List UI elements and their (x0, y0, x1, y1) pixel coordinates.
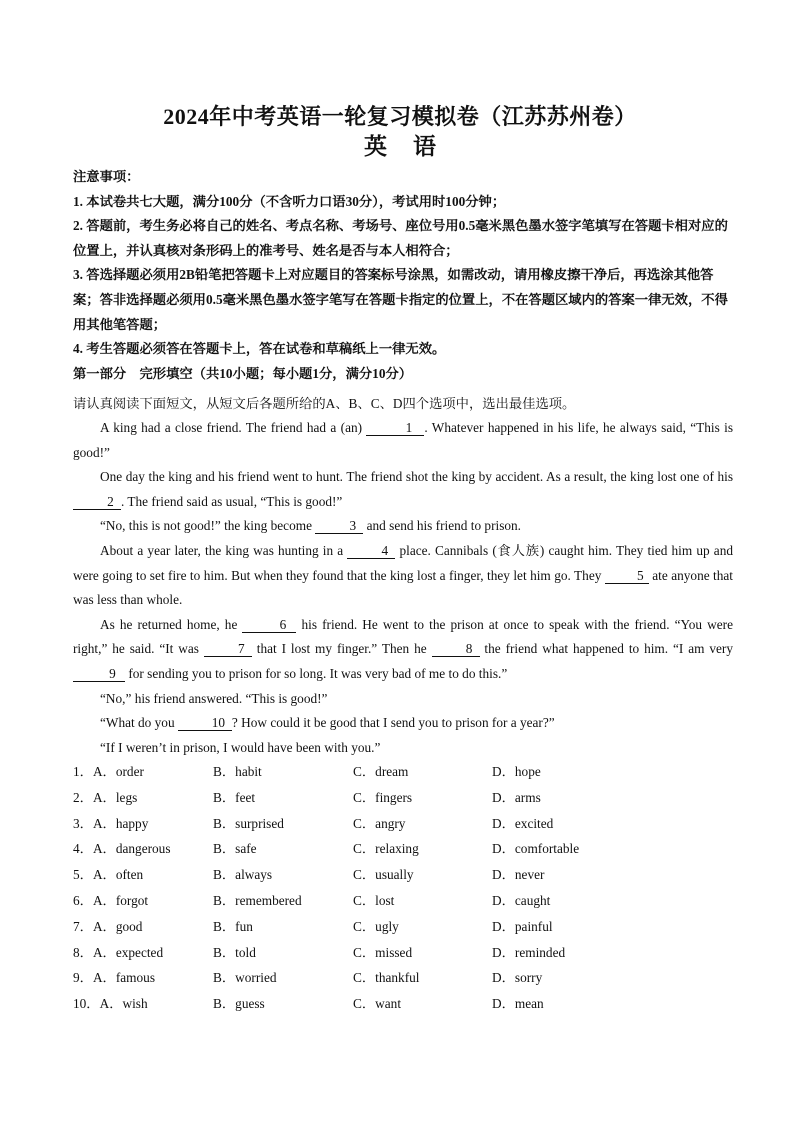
passage-paragraph: A king had a close friend. The friend had a (an) 1 . Whatever happened in his life, he always said, “This is good!” (73, 420, 733, 460)
option-d: D．painful (492, 918, 553, 934)
option-b: B．guess (213, 996, 265, 1012)
option-a: 8．A．expected (73, 944, 164, 960)
option-row (73, 785, 733, 811)
option-a: 6．A．forgot (73, 892, 149, 908)
option-c: C．lost (353, 892, 395, 908)
option-d: D．sorry (492, 970, 543, 986)
option-row (73, 759, 733, 785)
option-c: C．fingers (353, 789, 413, 805)
option-c: C．dream (353, 764, 409, 779)
passage-paragraph: “If I weren’t in prison, I would have been with you.” (100, 739, 381, 755)
option-d: D．reminded (492, 944, 566, 960)
part1-instruction: 请认真阅读下面短文，从短文后各题所给的A、B、C、D四个选项中，选出最佳选项。 (73, 396, 576, 411)
option-c: C．angry (353, 815, 406, 831)
option-c: C．usually (353, 867, 414, 883)
cloze-passage (73, 416, 733, 760)
answer-options (73, 759, 733, 1017)
option-row (73, 811, 733, 837)
option-d: D．hope (492, 764, 541, 779)
option-b: B．surprised (213, 815, 284, 831)
option-b: B．habit (213, 764, 262, 779)
note-item: 1. 本试卷共七大题，满分100分（不含听力口语30分），考试用时100分钟； (73, 193, 506, 209)
exam-title: 2024年中考英语一轮复习模拟卷（江苏苏州卷） (163, 104, 637, 129)
option-a: 5．A．often (73, 867, 144, 883)
note-item: 4. 考生答题必须答在答题卡上，答在试卷和草稿纸上一律无效。 (73, 341, 446, 357)
option-a: 10．A．wish (73, 996, 148, 1012)
blank-5: 5 (605, 568, 649, 584)
blank-10: 10 (178, 715, 232, 731)
option-d: D．comfortable (492, 841, 580, 857)
passage-paragraph: “No,” his friend answered. “This is good!” (100, 690, 328, 706)
blank-4: 4 (347, 543, 395, 559)
option-row (73, 940, 733, 966)
option-b: B．feet (213, 789, 256, 805)
notes-heading: 注意事项： (73, 169, 140, 184)
option-c: C．ugly (353, 918, 399, 934)
blank-7: 7 (204, 641, 252, 657)
passage-paragraph: “No, this is not good!” the king become 3 and send his friend to prison. (100, 518, 521, 534)
option-d: D．never (492, 867, 545, 883)
passage-paragraph: “What do you 10 ? How could it be good that I send you to prison for a year?” (100, 715, 555, 731)
blank-1: 1 (366, 420, 424, 436)
option-d: D．arms (492, 789, 541, 805)
option-row (73, 914, 733, 940)
note-item: 3. 答选择题必须用2B铅笔把答题卡上对应题目的答案标号涂黑，如需改动，请用橡皮擦干净后，再选涂其他答案；答非选择题必须用0.5毫米黑色墨水签字笔写在答题卡指定的位置上，不在答题区域内的答案一律无效，不得用其他笔答题； (73, 267, 728, 332)
blank-9: 9 (73, 666, 125, 682)
option-row (73, 862, 733, 888)
option-b: B．always (213, 867, 273, 883)
blank-3: 3 (315, 518, 363, 534)
notes-section (73, 165, 733, 386)
option-b: B．worried (213, 970, 277, 986)
option-a: 1．A．order (73, 764, 144, 779)
blank-6: 6 (242, 617, 296, 633)
option-b: B．remembered (213, 892, 302, 908)
passage-paragraph: As he returned home, he 6 his friend. He went to the prison at once to speak with the friend. “You were right,” he said. “It was 7 that I lost my finger.” Then he 8 the friend what happened to him. “I am very 9 for sending you to prison for so long. It was very bad of me to do this.” (73, 616, 733, 681)
option-row (73, 836, 733, 862)
option-b: B．fun (213, 918, 253, 934)
option-a: 9．A．famous (73, 970, 155, 986)
blank-8: 8 (432, 641, 480, 657)
option-b: B．safe (213, 841, 257, 857)
note-item: 2. 答题前，考生务必将自己的姓名、考点名称、考场号、座位号用0.5毫米黑色墨水签字笔填写在答题卡相对应的位置上，并认真核对条形码上的准考号、姓名是否与本人相符合； (73, 218, 728, 258)
option-a: 3．A．happy (73, 815, 149, 831)
subject-title: 英语 (364, 134, 462, 159)
option-row (73, 965, 733, 991)
option-row (73, 991, 733, 1017)
option-a: 7．A．good (73, 918, 143, 934)
option-b: B．told (213, 944, 256, 960)
option-d: D．excited (492, 815, 554, 831)
option-c: C．want (353, 996, 402, 1012)
part1-heading: 第一部分 完形填空（共10小题；每小题1分，满分10分） (73, 365, 413, 381)
option-row (73, 888, 733, 914)
option-d: D．mean (492, 996, 544, 1012)
option-c: C．thankful (353, 970, 420, 986)
passage-paragraph: About a year later, the king was hunting in a 4 place. Cannibals (食人族) caught him. They tied him up and were going to set fire to him. But when they found that the king lost a finger, they let him go. They 5 ate anyone that was less than whole. (73, 542, 733, 608)
option-d: D．caught (492, 892, 551, 908)
option-c: C．missed (353, 944, 413, 960)
blank-2: 2 (73, 494, 121, 510)
passage-paragraph: One day the king and his friend went to hunt. The friend shot the king by accident. As a result, the king lost one of his 2 . The friend said as usual, “This is good!” (73, 465, 733, 514)
option-a: 4．A．dangerous (73, 841, 171, 857)
option-a: 2．A．legs (73, 789, 138, 805)
option-c: C．relaxing (353, 841, 419, 857)
